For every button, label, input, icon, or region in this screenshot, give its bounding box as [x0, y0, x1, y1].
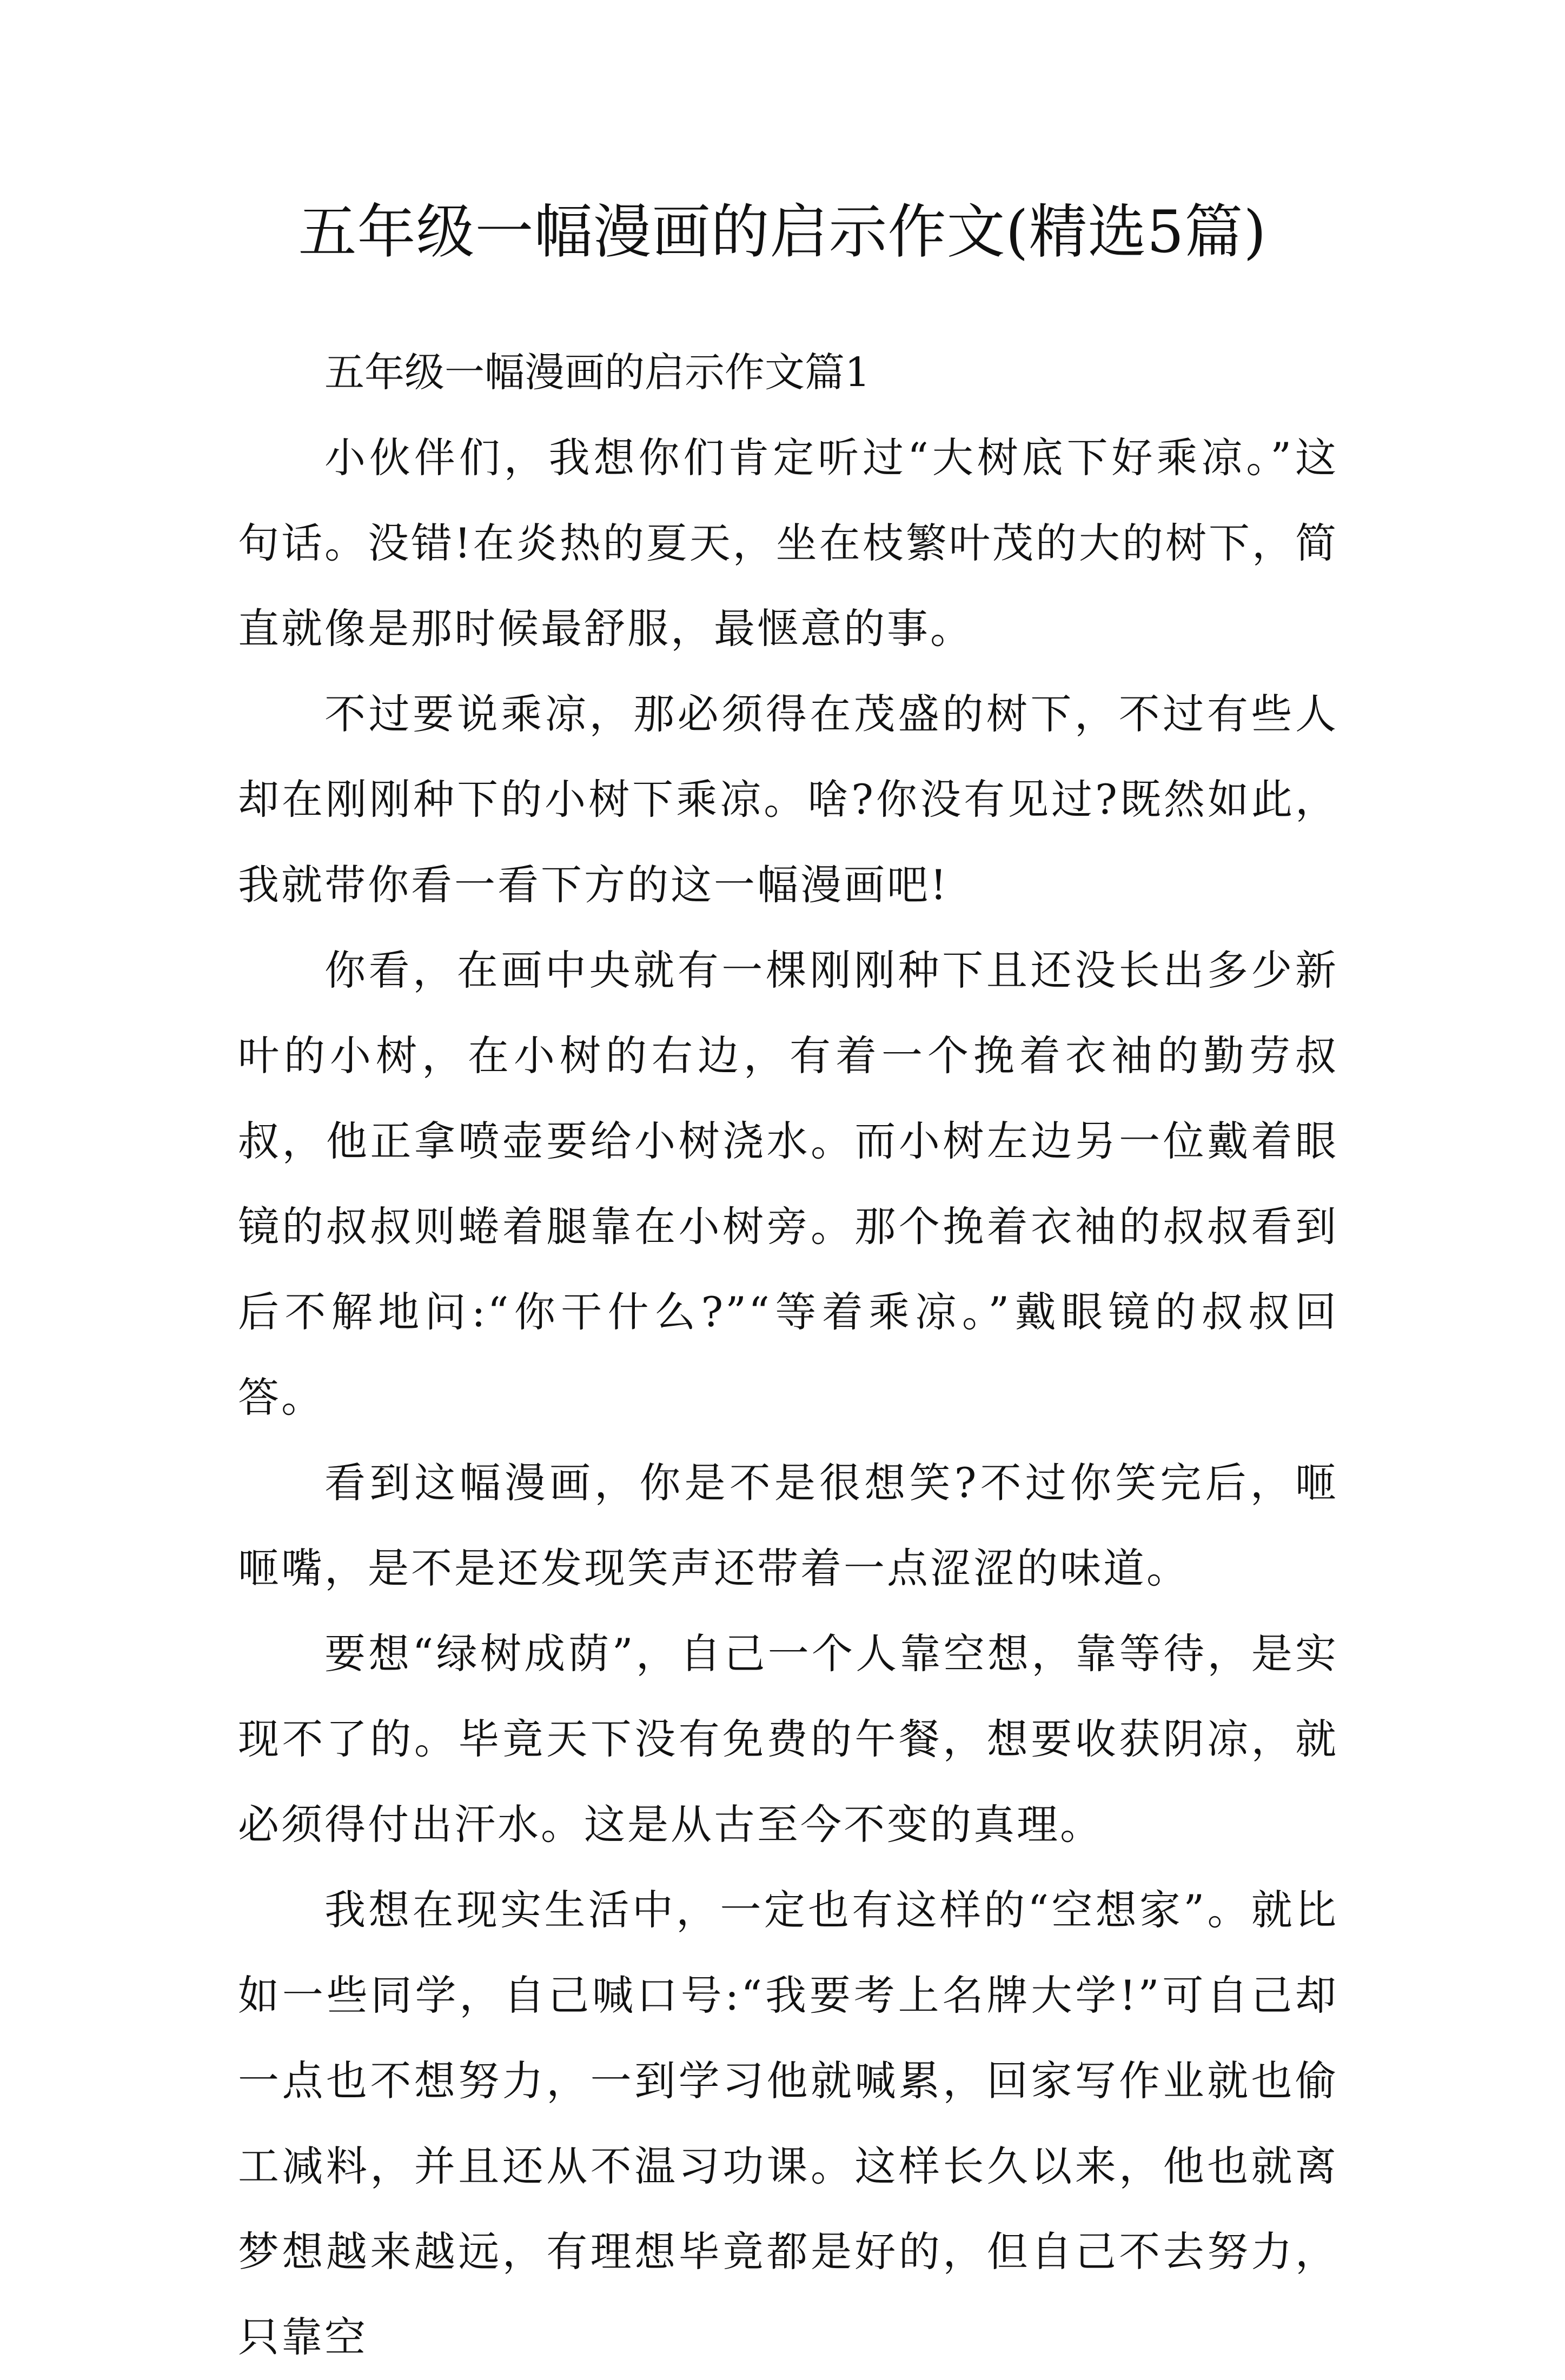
document-title: 五年级一幅漫画的启示作文(精选5篇) [298, 198, 1267, 266]
paragraph-4: 看到这幅漫画，你是不是很想笑?不过你笑完后，咂咂嘴，是不是还发现笑声还带着一点涩涩的味道。 [238, 1459, 1338, 1592]
paragraph-2: 不过要说乘凉，那必须得在茂盛的树下，不过有些人却在刚刚种下的小树下乘凉。啥?你没有见过?既然如此，我就带你看一看下方的这一幅漫画吧! [238, 690, 1338, 909]
paragraph-1: 小伙伴们，我想你们肯定听过“大树底下好乘凉。”这句话。没错!在炎热的夏天，坐在枝繁叶茂的大的树下，简直就像是那时候最舒服，最惬意的事。 [238, 434, 1338, 653]
paragraph-5: 要想“绿树成荫”，自己一个人靠空想，靠等待，是实现不了的。毕竟天下没有免费的午餐，想要收获阴凉，就必须得付出汗水。这是从古至今不变的真理。 [238, 1630, 1338, 1849]
paragraph-6: 我想在现实生活中，一定也有这样的“空想家”。就比如一些同学，自己喊口号:“我要考上名牌大学!”可自己却一点也不想努力，一到学习他就喊累，回家写作业就也偷工减料，并且还从不温习功课。这样长久以来，他也就离梦想越来越远，有理想毕竟都是好的，但自己不去努力，只靠空 [238, 1886, 1338, 2361]
paragraph-3: 你看，在画中央就有一棵刚刚种下且还没长出多少新叶的小树，在小树的右边，有着一个挽着衣袖的勤劳叔叔，他正拿喷壶要给小树浇水。而小树左边另一位戴着眼镜的叔叔则蜷着腿靠在小树旁。那个挽着衣袖的叔叔看到后不解地问:“你干什么?”“等着乘凉。”戴眼镜的叔叔回答。 [238, 946, 1338, 1421]
document-body [238, 330, 1338, 2380]
section-heading: 五年级一幅漫画的启示作文篇1 [324, 349, 871, 396]
